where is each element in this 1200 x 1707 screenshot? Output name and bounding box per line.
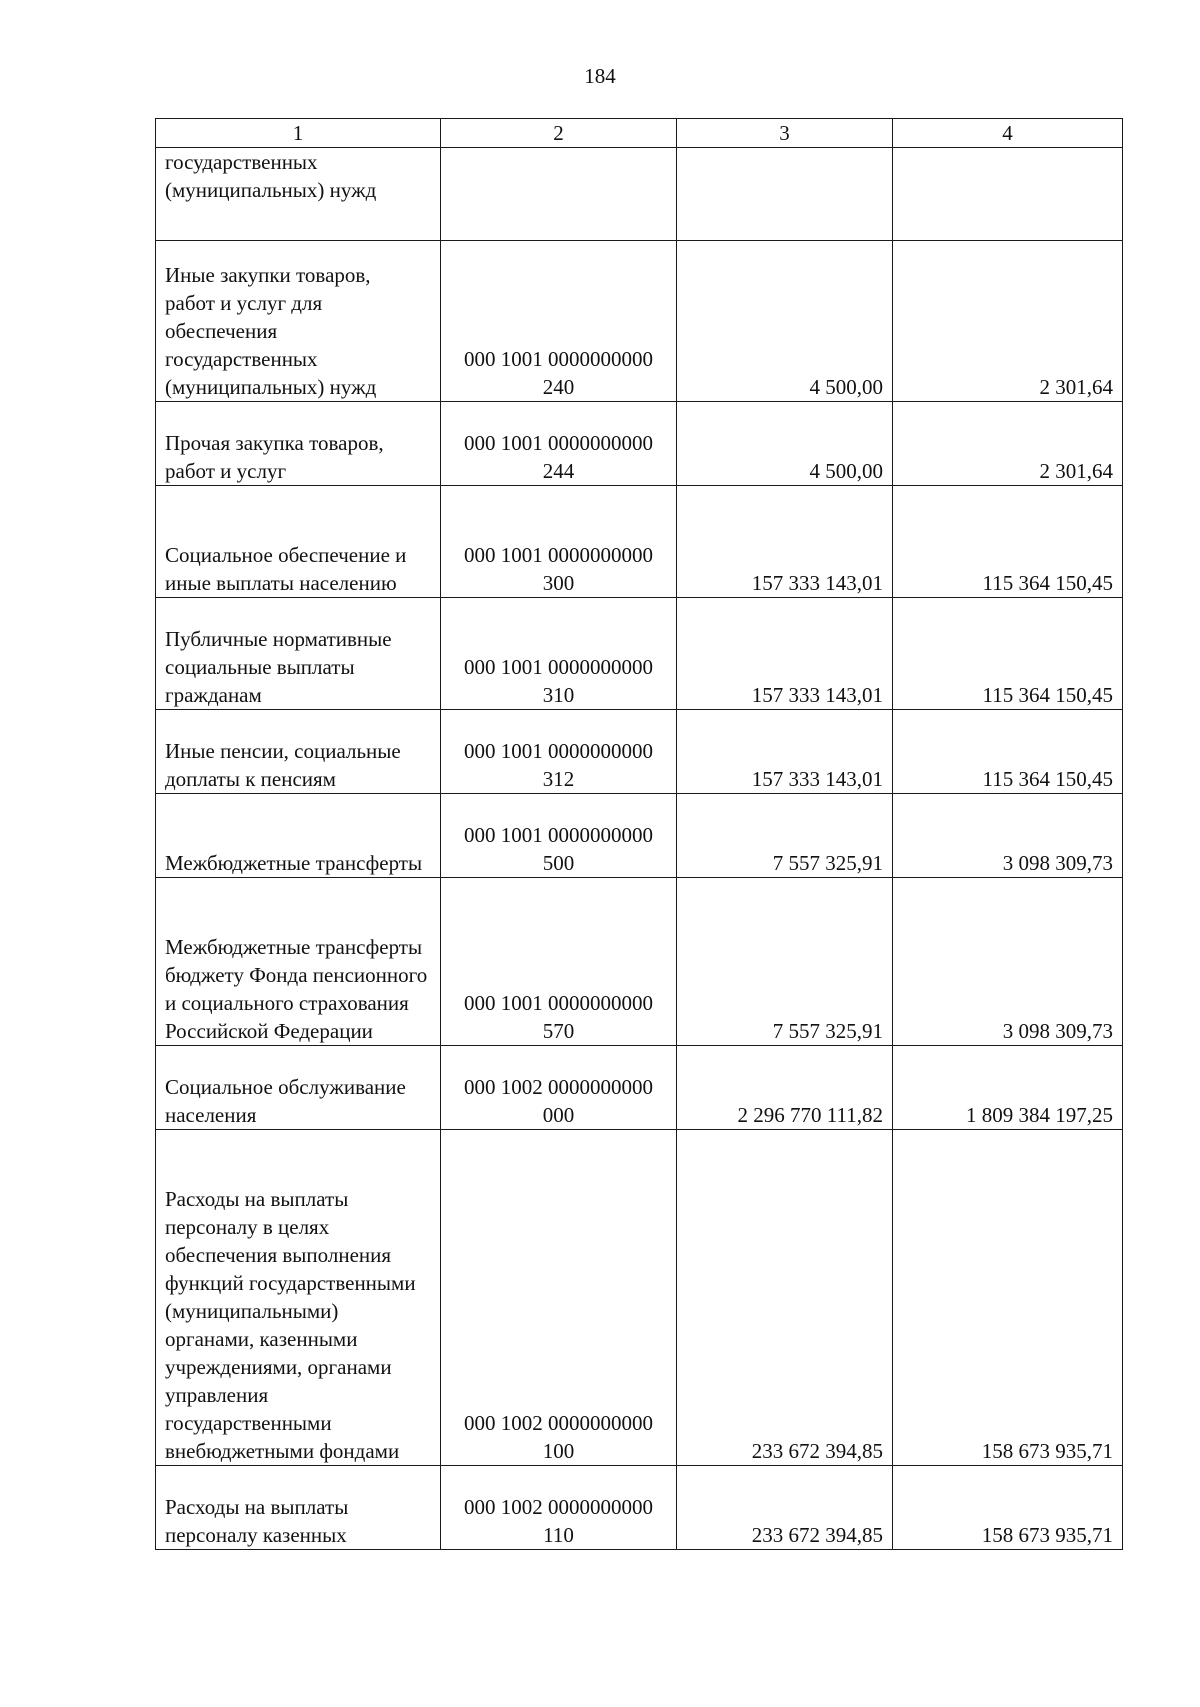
code-line-1: 000 1001 0000000000 [464,991,653,1015]
column-header-4: 4 [893,119,1123,148]
row-col4: 115 364 150,45 [893,598,1123,710]
row-name: Расходы на выплаты персоналу казенных [156,1466,441,1550]
row-col3 [677,148,893,241]
row-code [441,486,677,598]
column-header-3: 3 [677,119,893,148]
row-code [441,1466,677,1550]
code-line-1: 000 1001 0000000000 [464,739,653,763]
row-name: Социальное обслуживание населения [156,1046,441,1130]
column-header-2: 2 [441,119,677,148]
code-line-1: 000 1001 0000000000 [464,543,653,567]
row-code [441,148,677,241]
code-line-2: 240 [542,375,575,399]
row-col3: 157 333 143,01 [677,486,893,598]
table-row [156,710,1123,794]
code-line-2: 500 [542,851,575,875]
row-col4: 2 301,64 [893,241,1123,402]
row-col3: 7 557 325,91 [677,878,893,1046]
row-col4: 158 673 935,71 [893,1130,1123,1466]
row-col4 [893,148,1123,241]
code-line-2: 312 [542,767,575,791]
row-name: Иные закупки товаров, работ и услуг для обеспечения государственных (муниципальных) нужд [156,241,441,402]
code-line-1: 000 1001 0000000000 [464,823,653,847]
row-code [441,241,677,402]
row-col4: 3 098 309,73 [893,794,1123,878]
row-code [441,794,677,878]
row-name: Межбюджетные трансферты [156,794,441,878]
row-name: Социальное обеспечение и иные выплаты населению [156,486,441,598]
code-line-2: 000 [542,1103,575,1127]
row-col3: 233 672 394,85 [677,1130,893,1466]
table-row [156,794,1123,878]
row-code [441,710,677,794]
row-col3: 157 333 143,01 [677,710,893,794]
code-line-2: 110 [543,1523,574,1547]
row-code [441,1130,677,1466]
code-line-2: 244 [542,459,575,483]
row-col3: 157 333 143,01 [677,598,893,710]
table-row [156,598,1123,710]
row-name: Прочая закупка товаров, работ и услуг [156,402,441,486]
page-number: 184 [584,64,616,88]
row-col4: 2 301,64 [893,402,1123,486]
row-col3: 2 296 770 111,82 [677,1046,893,1130]
column-header-1: 1 [156,119,441,148]
code-line-2: 310 [542,683,575,707]
row-code [441,598,677,710]
code-line-2: 570 [542,1019,575,1043]
table-row [156,878,1123,1046]
table-row [156,1130,1123,1466]
row-col3: 4 500,00 [677,402,893,486]
row-col4: 115 364 150,45 [893,486,1123,598]
code-line-1: 000 1002 0000000000 [464,1075,653,1099]
row-col4: 158 673 935,71 [893,1466,1123,1550]
table-row-continuation [156,148,1123,241]
table-row [156,1046,1123,1130]
code-line-1: 000 1001 0000000000 [464,431,653,455]
code-line-1: 000 1002 0000000000 [464,1495,653,1519]
row-col3: 7 557 325,91 [677,794,893,878]
row-name: Межбюджетные трансферты бюджету Фонда пенсионного и социального страхования Российской Федерации [156,878,441,1046]
row-code [441,402,677,486]
row-col3: 4 500,00 [677,241,893,402]
row-code [441,878,677,1046]
table-row [156,1466,1123,1550]
row-col4: 115 364 150,45 [893,710,1123,794]
budget-table [155,118,1123,1550]
code-line-2: 100 [542,1439,575,1463]
row-name: Публичные нормативные социальные выплаты гражданам [156,598,441,710]
row-name: Иные пенсии, социальные доплаты к пенсиям [156,710,441,794]
row-name: Расходы на выплаты персоналу в целях обеспечения выполнения функций государственными (муниципальными) органами, казенными учреждениями, органами управления государственными внебюджетными фондами [156,1130,441,1466]
table-row [156,486,1123,598]
table-header-row [156,119,1123,148]
table-row [156,241,1123,402]
code-line-1: 000 1001 0000000000 [464,655,653,679]
code-line-1: 000 1002 0000000000 [464,1411,653,1435]
table-row [156,402,1123,486]
row-name: государственных (муниципальных) нужд [156,148,441,241]
row-col4: 3 098 309,73 [893,878,1123,1046]
code-line-1: 000 1001 0000000000 [464,347,653,371]
row-col3: 233 672 394,85 [677,1466,893,1550]
row-col4: 1 809 384 197,25 [893,1046,1123,1130]
code-line-2: 300 [542,571,575,595]
row-code [441,1046,677,1130]
